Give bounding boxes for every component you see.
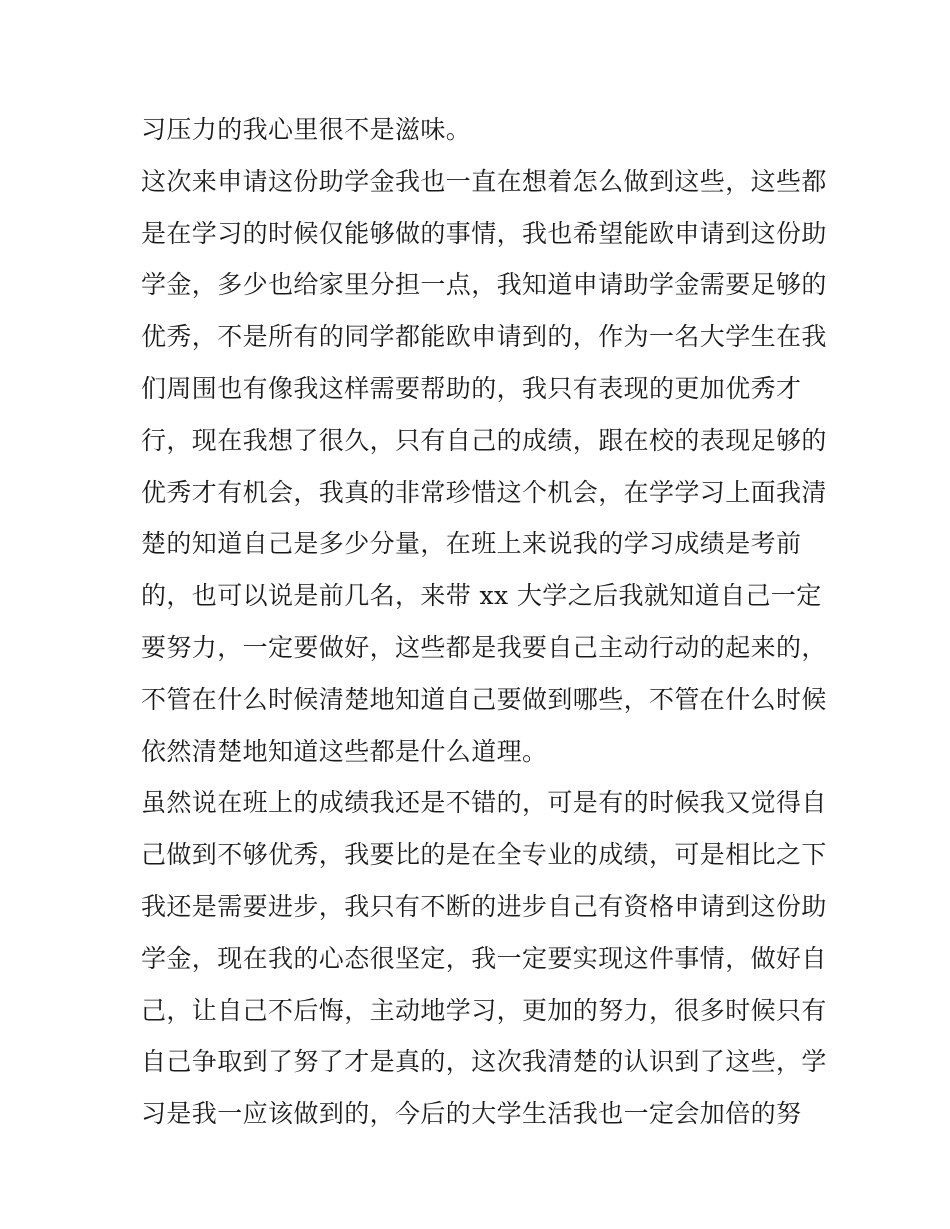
text-line: 学金，多少也给家里分担一点，我知道申请助学金需要足够的 <box>141 270 827 300</box>
document-body <box>141 104 831 1140</box>
text-line: 是在学习的时候仅能够做的事情，我也希望能欧申请到这份助 <box>141 218 827 248</box>
text-line: 依然清楚地知道这些都是什么道理。 <box>141 736 548 766</box>
text-line: 这次来申请这份助学金我也一直在想着怎么做到这些，这些都 <box>141 166 827 196</box>
text-line: 自己争取到了努了才是真的，这次我清楚的认识到了这些，学 <box>141 1047 827 1077</box>
text-line: 不管在什么时候清楚地知道自己要做到哪些，不管在什么时候 <box>141 684 827 714</box>
text-line: 习是我一应该做到的，今后的大学生活我也一定会加倍的努 <box>141 1099 802 1129</box>
text-line: 楚的知道自己是多少分量，在班上来说我的学习成绩是考前 <box>141 529 802 559</box>
text-line: 优秀，不是所有的同学都能欧申请到的，作为一名大学生在我 <box>141 322 827 352</box>
text-line: 要努力，一定要做好，这些都是我要自己主动行动的起来的， <box>141 632 827 662</box>
text-line: 虽然说在班上的成绩我还是不错的，可是有的时候我又觉得自 <box>141 788 827 818</box>
text-line: 们周围也有像我这样需要帮助的，我只有表现的更加优秀才 <box>141 373 802 403</box>
text-line: 的，也可以说是前几名，来带 xx 大学之后我就知道自己一定 <box>141 581 822 611</box>
text-line: 行，现在我想了很久，只有自己的成绩，跟在校的表现足够的 <box>141 425 827 455</box>
text-line: 学金，现在我的心态很坚定，我一定要实现这件事情，做好自 <box>141 943 827 973</box>
text-line: 习压力的我心里很不是滋味。 <box>141 115 472 144</box>
text-line: 己，让自己不后悔，主动地学习，更加的努力，很多时候只有 <box>141 995 827 1025</box>
text-line: 我还是需要进步，我只有不断的进步自己有资格申请到这份助 <box>141 891 827 921</box>
text-line: 己做到不够优秀，我要比的是在全专业的成绩，可是相比之下 <box>141 840 827 870</box>
text-line: 优秀才有机会，我真的非常珍惜这个机会，在学学习上面我清 <box>141 477 827 507</box>
